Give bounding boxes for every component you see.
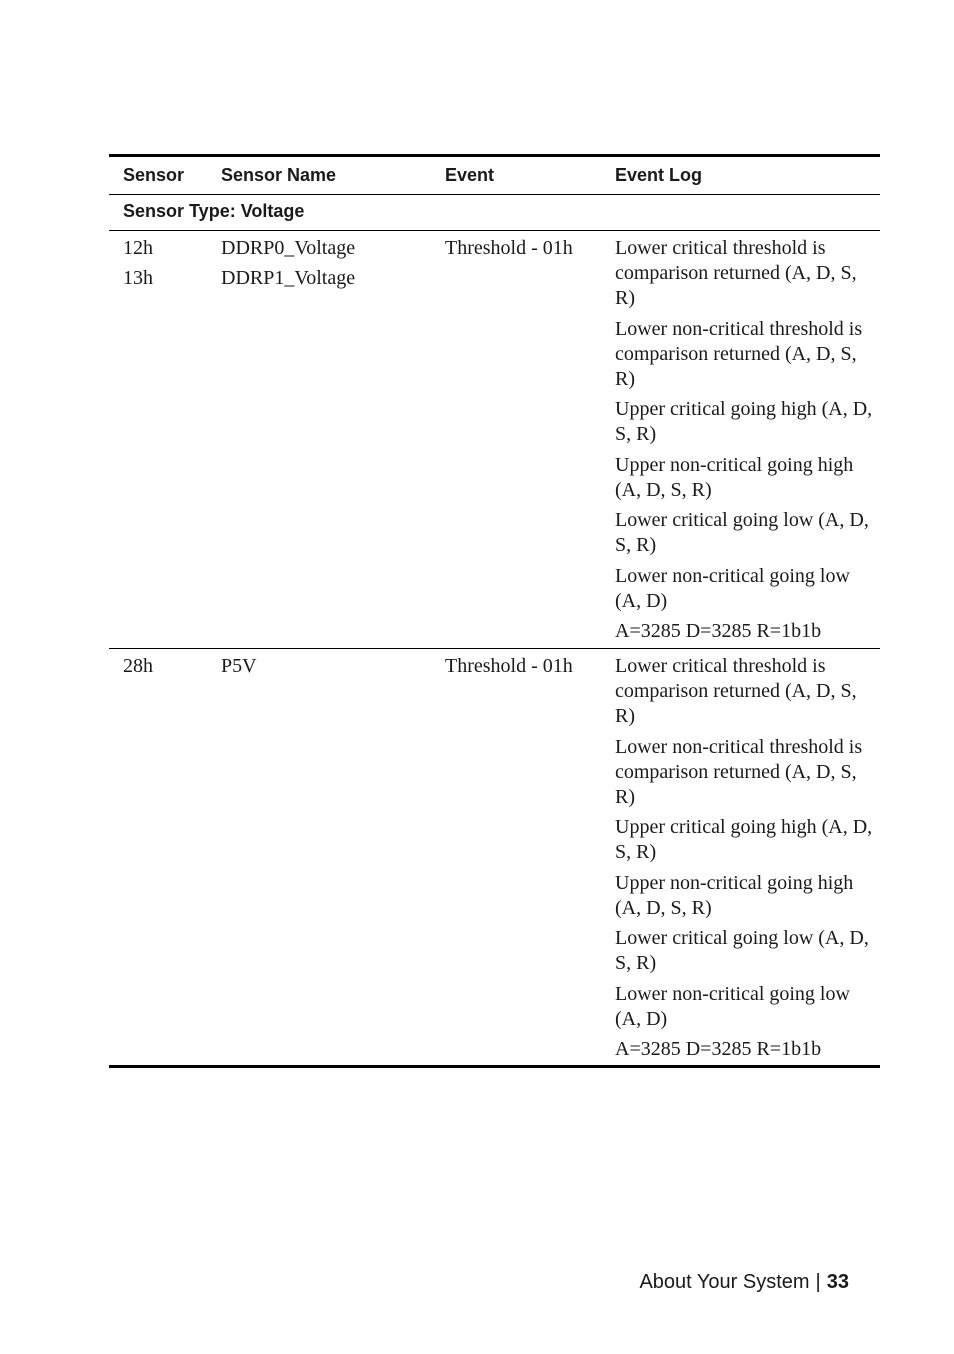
sensor-cell (123, 236, 213, 291)
sensor-id: 12h (123, 237, 153, 259)
event-log-entry: Lower critical threshold is comparison returned (A, D, S, R) (615, 655, 857, 727)
event-log-entry: Lower non-critical threshold is comparison returned (A, D, S, R) (615, 735, 863, 808)
section-row (109, 195, 880, 231)
table-row (109, 649, 880, 1065)
event-log-entry: Lower non-critical threshold is comparison returned (A, D, S, R) (615, 317, 863, 390)
sensor-name: DDRP1_Voltage (221, 267, 356, 289)
page-number: 33 (826, 1271, 849, 1293)
page-footer (639, 1271, 849, 1294)
event-log-entry: Lower critical threshold is comparison returned (A, D, S, R) (615, 237, 857, 309)
chapter-title: About Your System (639, 1271, 810, 1293)
event-log-cell (615, 654, 873, 1068)
event-log-entry: Upper critical going high (A, D, S, R) (615, 398, 873, 445)
table-header-row (109, 157, 880, 195)
event-log-entry: Lower critical going low (A, D, S, R) (615, 927, 869, 974)
header-event-log: Event Log (615, 165, 703, 185)
event-cell: Threshold - 01h (445, 237, 573, 259)
header-sensor: Sensor (123, 165, 185, 185)
sensor-name-cell (221, 236, 441, 291)
event-log-entry: A=3285 D=3285 R=1b1b (615, 620, 822, 642)
event-log-entry: A=3285 D=3285 R=1b1b (615, 1038, 822, 1060)
footer-separator: | (815, 1271, 821, 1293)
sensor-name: P5V (221, 655, 257, 677)
sensor-name-cell (221, 654, 441, 679)
sensor-name: DDRP0_Voltage (221, 237, 356, 259)
event-log-entry: Upper critical going high (A, D, S, R) (615, 816, 873, 863)
sensor-id: 28h (123, 655, 153, 677)
event-log-cell (615, 236, 873, 650)
event-log-entry: Lower non-critical going low (A, D) (615, 564, 850, 612)
table-row (109, 231, 880, 649)
event-log-entry: Lower critical going low (A, D, S, R) (615, 509, 869, 556)
sensor-id: 13h (123, 267, 153, 289)
section-title: Sensor Type: Voltage (123, 201, 305, 221)
header-sensor-name: Sensor Name (221, 165, 337, 185)
sensor-table (109, 154, 880, 1068)
event-log-entry: Upper non-critical going high (A, D, S, R) (615, 453, 854, 501)
event-cell: Threshold - 01h (445, 655, 573, 677)
event-log-entry: Lower non-critical going low (A, D) (615, 982, 850, 1030)
header-event: Event (445, 165, 495, 185)
event-log-entry: Upper non-critical going high (A, D, S, R) (615, 871, 854, 919)
sensor-cell (123, 654, 213, 679)
